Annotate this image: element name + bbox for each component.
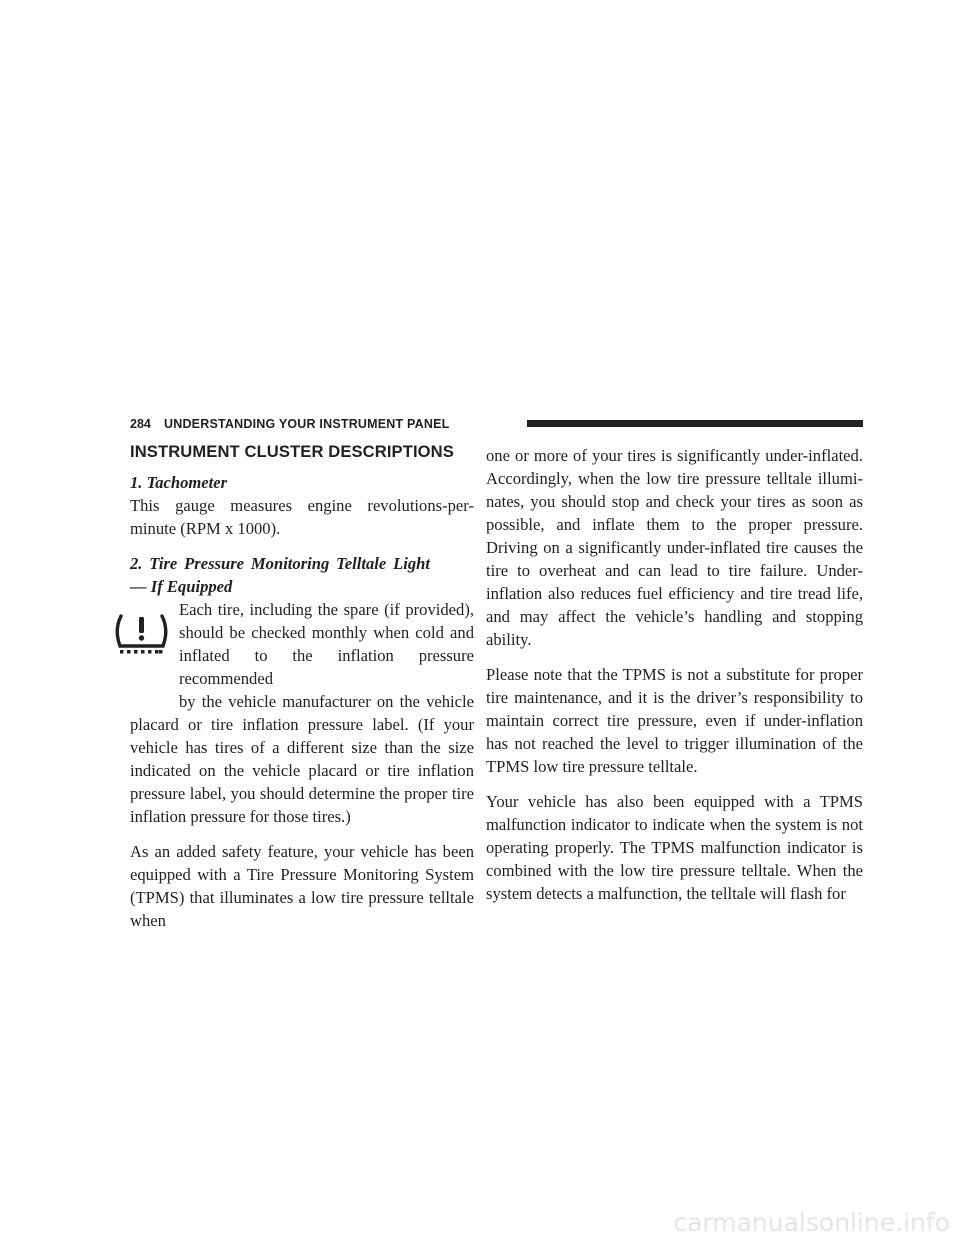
header-rule bbox=[527, 420, 863, 427]
tpms-line-3: inflated to the inflation pressure recommended bbox=[179, 646, 474, 688]
left-column bbox=[130, 441, 474, 932]
right-column bbox=[486, 444, 863, 917]
tachometer-description: This gauge measures engine revolutions-per-minute (RPM x 1000). bbox=[130, 496, 474, 538]
section-title: INSTRUMENT CLUSTER DESCRIPTIONS bbox=[130, 442, 454, 461]
page-header bbox=[130, 417, 863, 431]
chapter-title: UNDERSTANDING YOUR INSTRUMENT PANEL bbox=[164, 417, 450, 431]
malfunction-paragraph: Your vehicle has also been equipped with a TPMS malfunction indicator to indicate when the system is not operating properly. The TPMS malfunction indicator is combined with the low tire pressure telltale. When the system detects a malfunction, the telltale will flash for bbox=[486, 792, 863, 903]
maintenance-paragraph: Please note that the TPMS is not a substitute for proper tire maintenance, and it is the driver’s responsibility to maintain correct tire pressure, even if under-inflation has not reached the level to trigger illumination of the TPMS low tire pressure telltale. bbox=[486, 665, 863, 776]
safety-feature-paragraph: As an added safety feature, your vehicle has been equipped with a Tire Pressure Monitoring System (TPMS) that illuminates a low tire pressure telltale when bbox=[130, 842, 474, 930]
tpms-line-2: should be checked monthly when cold and bbox=[179, 623, 474, 642]
tpms-continued: placard or tire inflation pressure label. (If your vehicle has tires of a different size than the size indicated on the vehicle placard or tire inflation pressure label, you should determine the proper tire inflation pressure for those tires.) bbox=[130, 715, 474, 826]
tire-pressure-warning-icon bbox=[108, 606, 178, 666]
site-watermark bbox=[610, 1208, 950, 1238]
tachometer-heading: 1. Tachometer bbox=[130, 473, 228, 492]
tpms-line-1: Each tire, including the spare (if provided), bbox=[179, 600, 474, 619]
tpms-description bbox=[130, 598, 474, 828]
tpms-heading: 2. Tire Pressure Monitoring Telltale Light — If Equipped bbox=[130, 554, 430, 596]
page-number: 284 bbox=[130, 417, 151, 431]
tpms-intro-lines bbox=[179, 598, 474, 713]
underinflation-paragraph: one or more of your tires is significantly under-inflated. Accordingly, when the low tire pressure telltale illumi-nates, you should stop and check your tires as soon as possible, and inflate them to the proper pressure. Driving on a significantly under-inflated tire causes the tire to overheat and can lead to tire failure. Under-inflation also reduces fuel efficiency and tire tread life, and may affect the vehicle’s handling and stopping ability. bbox=[486, 446, 863, 649]
tpms-line-4: by the vehicle manufacturer on the vehicle bbox=[179, 692, 474, 711]
watermark-text: carmanualsonline.info bbox=[673, 1208, 950, 1237]
